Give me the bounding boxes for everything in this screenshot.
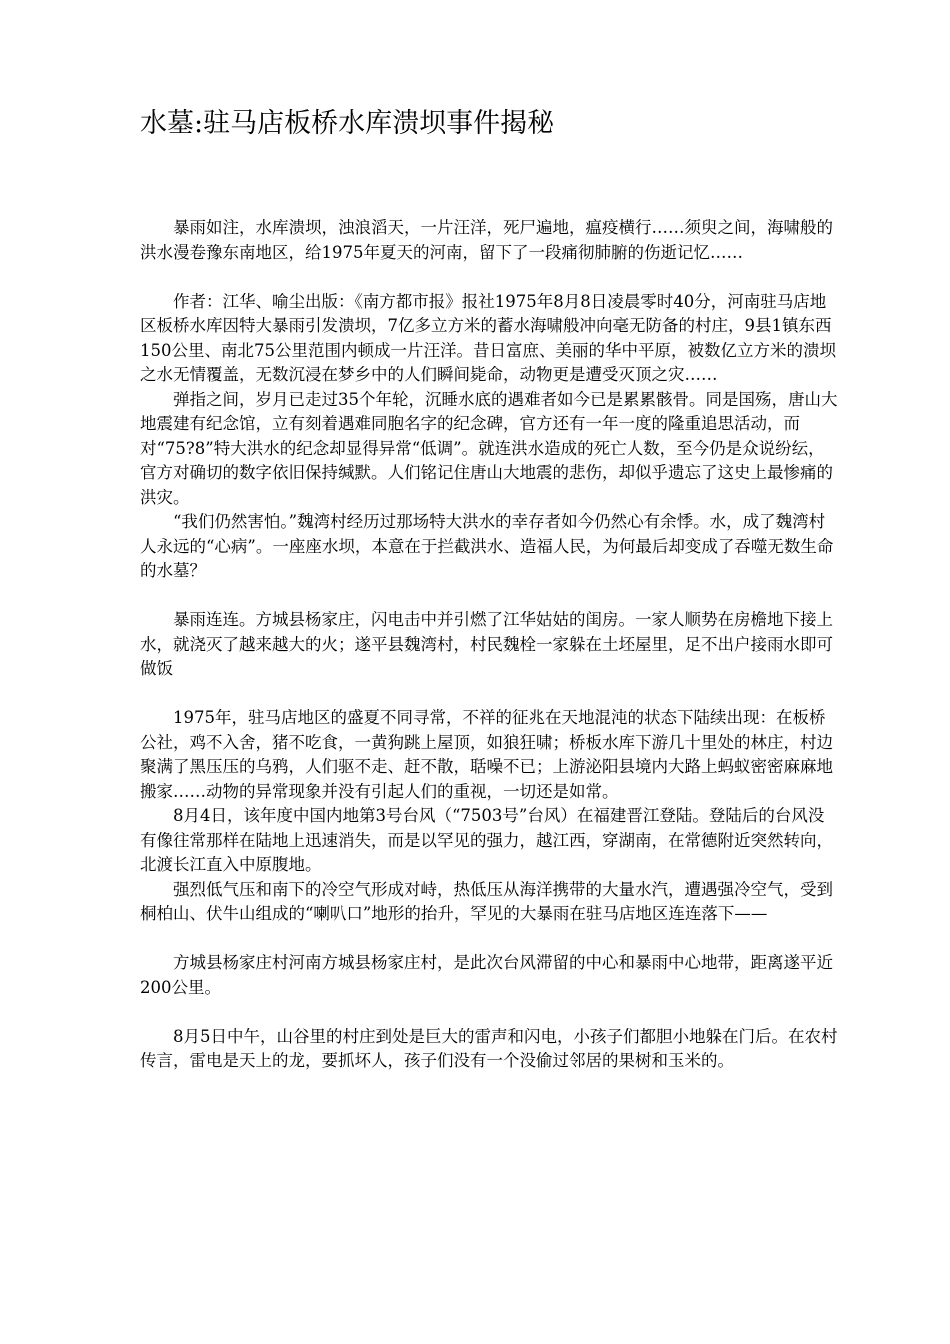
paragraph-typhoon: 8月4日，该年度中国内地第3号台风（“7503号”台风）在福建晋江登陆。登陆后的台风没有像往常那样在陆地上迅速消失，而是以罕见的强力，越江西，穿湖南，在常德附近突然转向，北渡长江直入中原腹地。 xyxy=(140,806,833,874)
paragraph-spacer xyxy=(140,1000,840,1025)
paragraph-yangjiazhuang: 方城县杨家庄村河南方城县杨家庄村，是此次台风滞留的中心和暴雨中心地带，距离遂平近200公里。 xyxy=(140,953,833,997)
paragraph-omens: 1975年，驻马店地区的盛夏不同寻常，不祥的征兆在天地混沌的状态下陆续出现：在板桥公社，鸡不入舍，猪不吃食，一黄狗跳上屋顶，如狼狂啸；桥板水库下游几十里处的林庄，村边聚满了黑压压的乌鸦，人们驱不走、赶不散，聒噪不已；上游泌阳县境内大路上蚂蚁密密麻麻地搬家……动物的异常现象并没有引起人们的重视，一切还是如常。 xyxy=(140,708,833,801)
paragraph-continuous-rain: 暴雨连连。方城县杨家庄，闪电击中并引燃了江华姑姑的闺房。一家人顺势在房檐地下接上水，就浇灭了越来越大的火；遂平县魏湾村，村民魏栓一家躲在土坯屋里，足不出户接雨水即可做饭 xyxy=(140,610,833,678)
paragraph-low-pressure: 强烈低气压和南下的冷空气形成对峙，热低压从海洋携带的大量水汽，遭遇强冷空气，受到桐柏山、伏牛山组成的“喇叭口”地形的抬升，罕见的大暴雨在驻马店地区连连落下—— xyxy=(140,879,833,923)
paragraph-august-fifth: 8月5日中午，山谷里的村庄到处是巨大的雷声和闪电，小孩子们都胆小地躲在门后。在农村传言，雷电是天上的龙，要抓坏人，孩子们没有一个没偷过邻居的果树和玉米的。 xyxy=(140,1026,838,1070)
paragraph-spacer xyxy=(140,584,840,609)
paragraph-spacer xyxy=(140,682,840,707)
paragraph-memorial: 弹指之间，岁月已走过35个年轮，沉睡水底的遇难者如今已是累累骸骨。同是国殇，唐山大地震建有纪念馆，立有刻着遇难同胞名字的纪念碑，官方还有一年一度的隆重追思活动，而对“75?8”特大洪水的纪念却显得异常“低调”。就连洪水造成的死亡人数，至今仍是众说纷纭，官方对确切的数字依旧保持缄默。人们铭记住唐山大地震的悲伤，却似乎遗忘了这史上最惨痛的洪灾。 xyxy=(140,389,838,507)
document-body xyxy=(140,216,840,1074)
paragraph-intro: 暴雨如注，水库溃坝，浊浪滔天，一片汪洋，死尸遍地，瘟疫横行……须臾之间，海啸般的洪水漫卷豫东南地区，给1975年夏天的河南，留下了一段痛彻肺腑的伤逝记忆…… xyxy=(140,218,833,262)
paragraph-spacer xyxy=(140,927,840,952)
paragraph-author-overview: 作者：江华、喻尘出版：《南方都市报》报社1975年8月8日凌晨零时40分，河南驻马店地区板桥水库因特大暴雨引发溃坝，7亿多立方米的蓄水海啸般冲向毫无防备的村庄，9县1镇东西150公里、南北75公里范围内顿成一片汪洋。昔日富庶、美丽的华中平原，被数亿立方米的溃坝之水无情覆盖，无数沉浸在梦乡中的人们瞬间毙命，动物更是遭受灭顶之灾…… xyxy=(140,291,836,384)
paragraph-spacer xyxy=(140,265,840,290)
paragraph-survivor-fear: “我们仍然害怕。”魏湾村经历过那场特大洪水的幸存者如今仍然心有余悸。水，成了魏湾村人永远的“心病”。一座座水坝，本意在于拦截洪水、造福人民，为何最后却变成了吞噬无数生命的水墓？ xyxy=(140,512,834,580)
document-title: 水墓:驻马店板桥水库溃坝事件揭秘 xyxy=(140,108,555,139)
